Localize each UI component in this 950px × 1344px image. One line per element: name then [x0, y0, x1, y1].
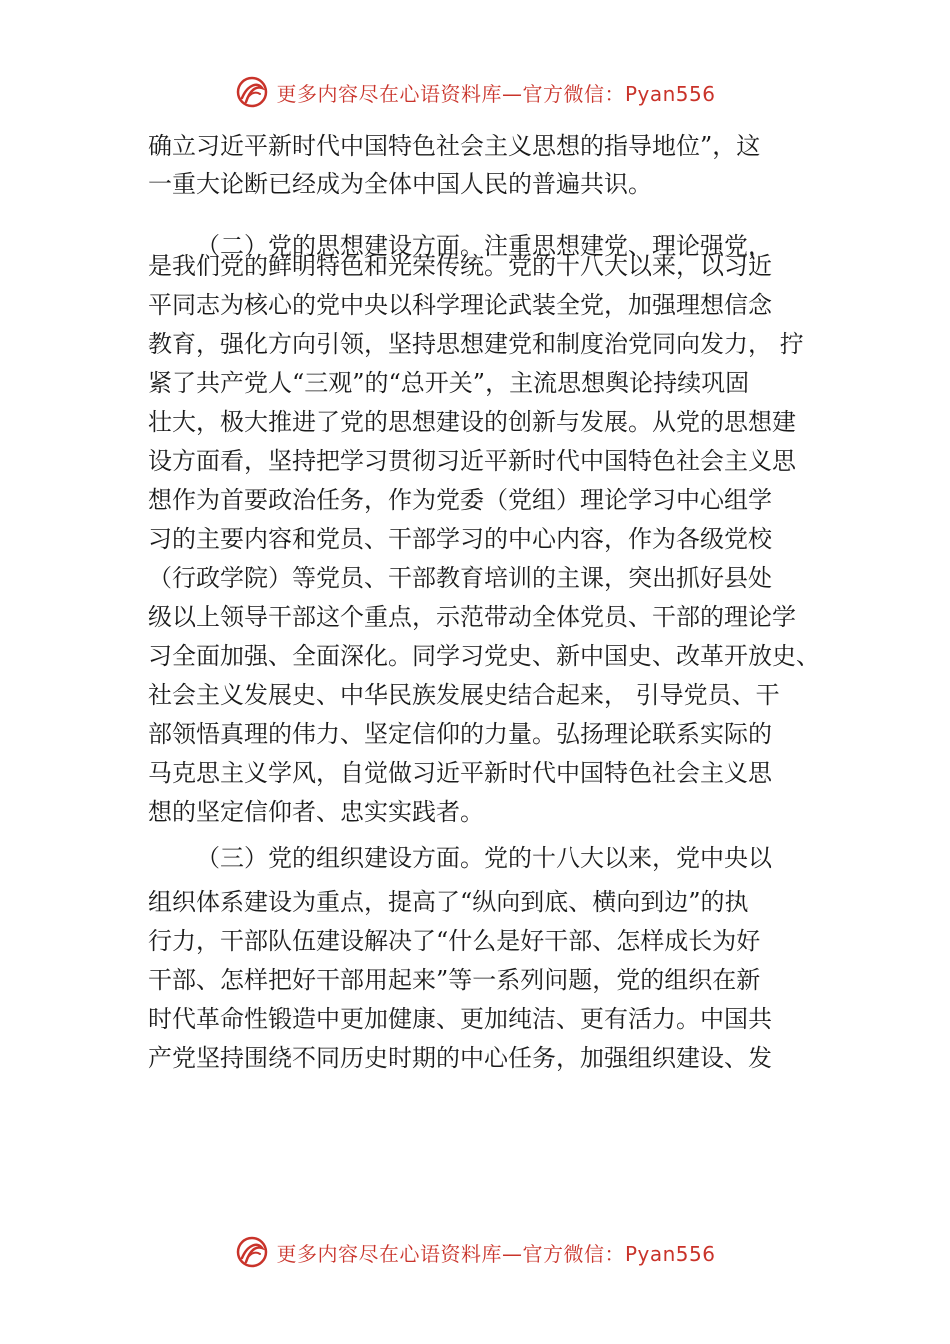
- text-line: 壮大，极大推进了党的思想建设的创新与发展。从党的思想建: [148, 408, 796, 436]
- text-line: 想的坚定信仰者、忠实实践者。: [148, 798, 484, 826]
- text-line: 一重大论断已经成为全体中国人民的普遍共识。: [148, 170, 652, 198]
- text-line: 设方面看，坚持把学习贯彻习近平新时代中国特色社会主义思: [148, 447, 796, 475]
- text-line: 级以上领导干部这个重点，示范带动全体党员、干部的理论学: [148, 603, 796, 631]
- text-line: 行力，干部队伍建设解决了“什么是好干部、怎样成长为好: [148, 927, 761, 955]
- watermark-text: 更多内容尽在心语资料库—官方微信：Pyan556: [276, 1241, 716, 1266]
- text-line: 部领悟真理的伟力、坚定信仰的力量。弘扬理论联系实际的: [148, 720, 772, 748]
- text-line: 组织体系建设为重点，提高了“纵向到底、横向到边”的执: [148, 888, 749, 916]
- text-line: 是我们党的鲜明特色和光荣传统。党的十八大以来，以习近: [148, 252, 772, 280]
- text-line: 平同志为核心的党中央以科学理论武装全党，加强理想信念: [148, 291, 772, 319]
- footer-watermark: [0, 1232, 950, 1272]
- swirl-logo-icon: [234, 1234, 270, 1270]
- text-line: 确立习近平新时代中国特色社会主义思想的指导地位”，这: [148, 132, 761, 160]
- watermark-text: 更多内容尽在心语资料库—官方微信：Pyan556: [276, 81, 716, 106]
- swirl-logo-icon: [234, 74, 270, 110]
- text-line: 习全面加强、全面深化。同学习党史、新中国史、改革开放史、: [148, 642, 820, 670]
- text-line: 习的主要内容和党员、干部学习的中心内容，作为各级党校: [148, 525, 772, 553]
- header-watermark: [0, 72, 950, 112]
- text-line: 马克思主义学风，自觉做习近平新时代中国特色社会主义思: [148, 759, 772, 787]
- text-line: （行政学院）等党员、干部教育培训的主课，突出抓好县处: [148, 564, 772, 592]
- text-line: （二）党的思想建设方面。注重思想建党、理论强党，: [196, 232, 772, 260]
- text-line: （三）党的组织建设方面。党的十八大以来，党中央以: [196, 844, 772, 872]
- text-line: 干部、怎样把好干部用起来”等一系列问题，党的组织在新: [148, 966, 761, 994]
- text-line: 紧了共产党人“三观”的“总开关”，主流思想舆论持续巩固: [148, 369, 750, 397]
- text-line: 产党坚持围绕不同历史时期的中心任务，加强组织建设、发: [148, 1044, 772, 1072]
- text-line: 教育，强化方向引领，坚持思想建党和制度治党同向发力， 拧: [148, 330, 804, 358]
- text-line: 想作为首要政治任务，作为党委（党组）理论学习中心组学: [148, 486, 772, 514]
- text-line: 时代革命性锻造中更加健康、更加纯洁、更有活力。中国共: [148, 1005, 772, 1033]
- text-line: 社会主义发展史、中华民族发展史结合起来， 引导党员、干: [148, 681, 780, 709]
